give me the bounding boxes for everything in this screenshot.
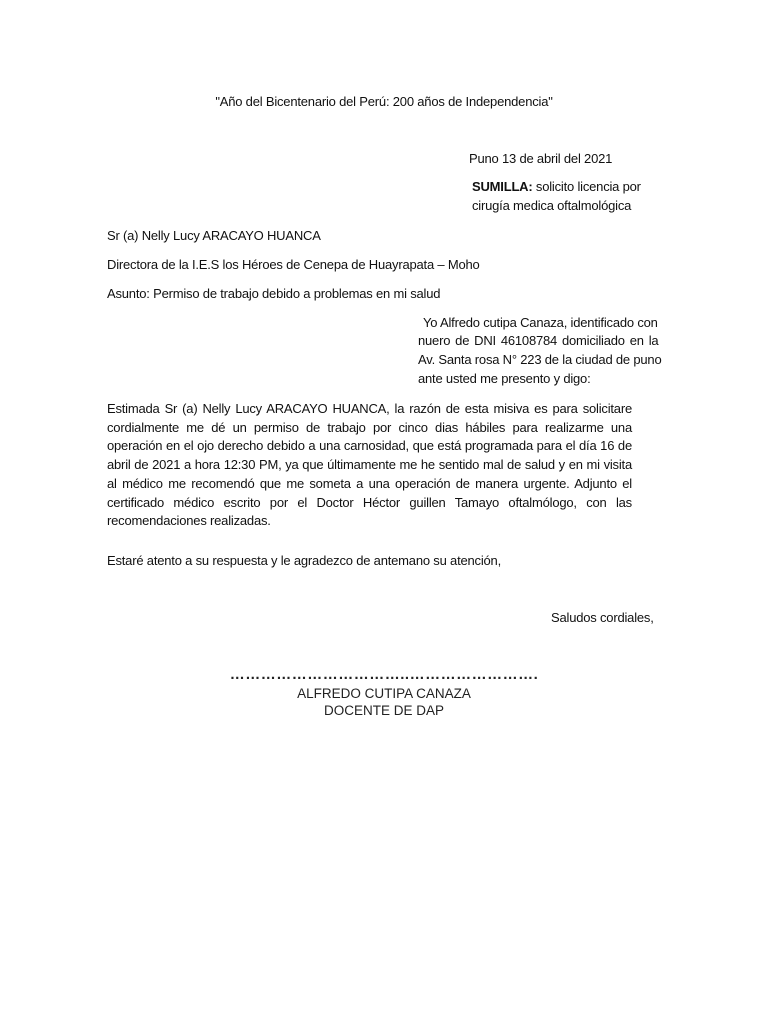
recipient-name: Sr (a) Nelly Lucy ARACAYO HUANCA [107,228,321,243]
sumilla-line-2: cirugía medica oftalmológica [472,198,632,213]
intro-line-3: Av. Santa rosa N° 223 de la ciudad de puno [418,352,662,367]
signer-role: DOCENTE DE DAP [323,703,445,718]
intro-line-4: ante usted me presento y digo: [418,371,591,386]
recipient-position: Directora de la I.E.S los Héroes de Cenepa de Huayrapata – Moho [107,257,480,272]
sumilla-line-1 [472,178,641,196]
closing-line: Estaré atento a su respuesta y le agradezco de antemano su atención, [107,553,501,568]
place-date: Puno 13 de abril del 2021 [469,151,613,166]
body-paragraph: Estimada Sr (a) Nelly Lucy ARACAYO HUANCA, la razón de esta misiva es para solicitare cordialmente me dé un permiso de trabajo por cinco dias hábiles para realizarme una operación en el ojo derecho debido a una carnosidad, que está programada para el día 16 de abril de 2021 a hora 12:30 PM, ya que últimamente me he sentido mal de salud y en mi visita al médico me recomendó que me someta a una operación de manera urgente. Adjunto el certificado médico escrito por el Doctor Héctor guillen Tamayo oftalmólogo, con las recomendaciones realizadas. [107,401,632,529]
intro-line-2: nuero de DNI 46108784 domiciliado en la [418,333,659,348]
sumilla-text-1: solicito licencia por [532,179,641,194]
motto-header: "Año del Bicentenario del Perú: 200 años de Independencia" [215,94,553,109]
signer-name: ALFREDO CUTIPA CANAZA [297,686,471,701]
closing-salutation: Saludos cordiales, [551,610,654,625]
subject-line: Asunto: Permiso de trabajo debido a problemas en mi salud [107,286,441,301]
sumilla-label: SUMILLA: [472,179,533,194]
signature-line: ……………………………..……………………. [229,666,539,683]
intro-line-1: Yo Alfredo cutipa Canaza, identificado con [423,315,658,330]
